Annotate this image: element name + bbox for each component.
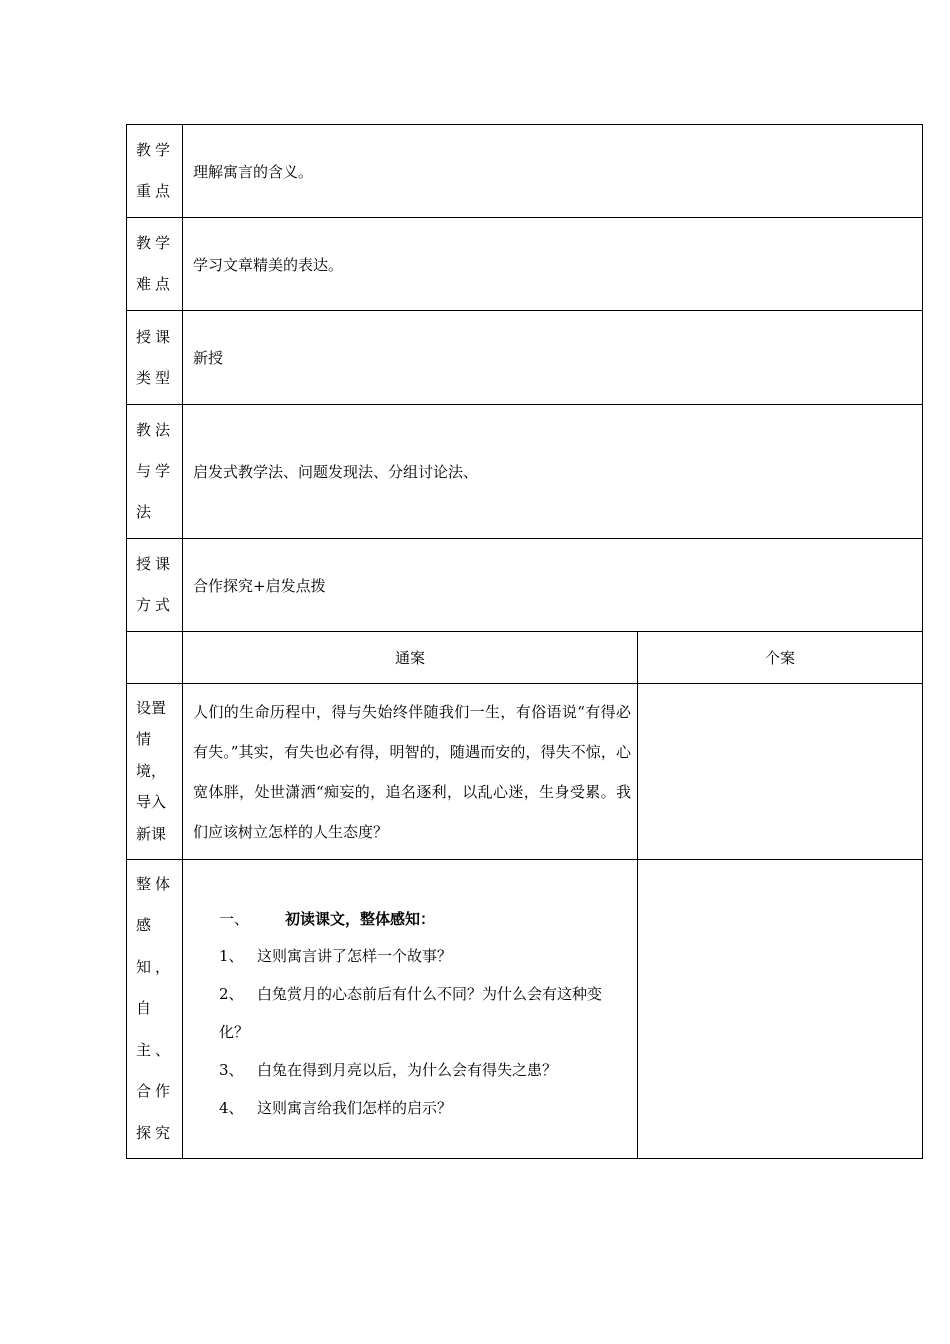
label-line: 知， [136,957,175,976]
label-line: 导入 [136,793,167,812]
label-line: 重点 [136,182,175,200]
list-item [219,937,631,975]
row-label-lesson-type [127,311,183,405]
label-line: 法 [136,503,156,521]
table-row [127,125,923,218]
lesson-plan-table [126,124,923,1159]
column-header-tong-an: 通案 [183,632,638,684]
label-line: 主、 [136,1040,175,1059]
label-line: 境， [136,761,167,780]
label-line: 自 [136,999,156,1018]
label-line: 情 [136,730,152,749]
label-line: 感 [136,916,156,935]
item-text: 白兔在得到月亮以后，为什么会有得失之患？ [257,1061,558,1079]
list-item [219,1051,631,1089]
section-title: 初读课文，整体感知： [285,910,436,928]
row-label-explore [127,860,183,1159]
table-row [127,311,923,405]
label-line: 与学 [136,462,175,480]
table-row [127,684,923,860]
teaching-mode-content: 合作探究+启发点拨 [183,539,923,632]
row-label-intro [127,684,183,860]
difficulties-content: 学习文章精美的表达。 [183,218,923,311]
table-row [127,539,923,632]
column-header-ge-an: 个案 [638,632,923,684]
empty-header-cell [127,632,183,684]
row-label-teaching-mode [127,539,183,632]
list-item [219,1089,631,1127]
label-line: 教学 [136,141,175,159]
table-row [127,405,923,539]
column-header-row [127,632,923,684]
list-item [219,975,631,1051]
label-line: 方式 [136,596,175,614]
row-label-difficulties [127,218,183,311]
label-line: 类型 [136,368,175,387]
item-number: 1、 [219,947,244,965]
label-line: 教法 [136,421,175,439]
lesson-type-content: 新授 [183,311,923,405]
key-points-content: 理解寓言的含义。 [183,125,923,218]
explore-content [183,860,638,1159]
section-number: 一、 [219,910,250,928]
label-line: 教学 [136,234,175,252]
label-line: 授课 [136,327,175,346]
intro-text: 人们的生命历程中，得与失始终伴随我们一生，有俗语说“有得必有失。”其实，有失也必有得，明智的，随遇而安的，得失不惊，心宽体胖，处世潇洒“痴妄的，追名逐利，以乱心迷，生身受累。我们应该树立怎样的人生态度？ [183,684,638,860]
item-number: 3、 [219,1061,244,1079]
label-line: 设置 [136,698,167,717]
label-line: 授课 [136,555,175,573]
item-text: 这则寓言讲了怎样一个故事？ [257,947,453,965]
explore-ge-an-cell [638,860,923,1159]
row-label-methods [127,405,183,539]
intro-ge-an-cell [638,684,923,860]
item-number: 4、 [219,1099,244,1117]
label-line: 合作 [136,1082,175,1101]
table-row [127,218,923,311]
row-label-key-points [127,125,183,218]
item-text: 这则寓言给我们怎样的启示？ [257,1099,453,1117]
label-line: 探究 [136,1123,175,1142]
table-row [127,860,923,1159]
methods-content: 启发式教学法、问题发现法、分组讨论法、 [183,405,923,539]
label-line: 难点 [136,275,175,293]
item-number: 2、 [219,985,244,1003]
label-line: 新课 [136,824,167,843]
label-line: 整体 [136,874,175,893]
section-heading [219,901,631,937]
item-text: 白兔赏月的心态前后有什么不同？为什么会有这种变化？ [219,985,603,1041]
